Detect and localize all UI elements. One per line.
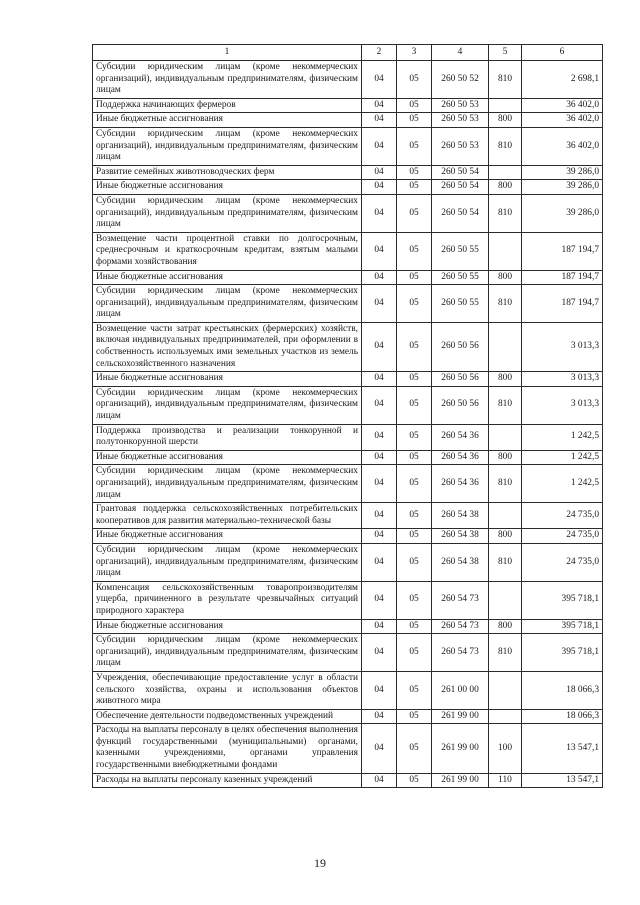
row-pr-cell: 05 <box>397 619 432 634</box>
table-row <box>93 98 603 113</box>
row-sum-cell: 2 698,1 <box>522 61 603 99</box>
row-name-cell: Субсидии юридическим лицам (кроме некоммерческих организаций), индивидуальным предпринимателям, физическим лицам <box>93 543 362 581</box>
row-vr-cell: 800 <box>489 270 522 285</box>
row-sum-cell: 36 402,0 <box>522 127 603 165</box>
row-csr-cell: 260 54 73 <box>432 619 489 634</box>
row-rz-cell: 04 <box>362 543 397 581</box>
row-sum-cell: 13 547,1 <box>522 724 603 773</box>
row-rz-cell: 04 <box>362 671 397 709</box>
row-vr-cell: 810 <box>489 127 522 165</box>
table-row <box>93 724 603 773</box>
row-csr-cell: 260 50 55 <box>432 232 489 270</box>
row-pr-cell: 05 <box>397 465 432 503</box>
row-name-cell: Иные бюджетные ассигнования <box>93 372 362 387</box>
header-cell-sum: 6 <box>522 45 603 61</box>
row-vr-cell: 100 <box>489 724 522 773</box>
table-row <box>93 372 603 387</box>
row-rz-cell: 04 <box>362 503 397 529</box>
row-name-cell: Возмещение части затрат крестьянских (фермерских) хозяйств, включая индивидуальных предпринимателей, при оформлении в собственность используемых ими земельных участков из земель сельскохозяйственного назначения <box>93 322 362 371</box>
table-body <box>93 45 603 788</box>
table-row <box>93 709 603 724</box>
row-name-cell: Расходы на выплаты персоналу казенных учреждений <box>93 773 362 788</box>
row-sum-cell: 187 194,7 <box>522 232 603 270</box>
row-csr-cell: 261 99 00 <box>432 773 489 788</box>
table-row <box>93 581 603 619</box>
row-csr-cell: 260 50 53 <box>432 113 489 128</box>
row-rz-cell: 04 <box>362 709 397 724</box>
row-pr-cell: 05 <box>397 372 432 387</box>
row-csr-cell: 261 99 00 <box>432 709 489 724</box>
document-page <box>92 44 602 788</box>
table-row <box>93 773 603 788</box>
row-name-cell: Грантовая поддержка сельскохозяйственных потребительских кооперативов для развития материально-технической базы <box>93 503 362 529</box>
row-sum-cell: 24 735,0 <box>522 503 603 529</box>
row-csr-cell: 260 54 38 <box>432 503 489 529</box>
row-rz-cell: 04 <box>362 322 397 371</box>
row-rz-cell: 04 <box>362 386 397 424</box>
row-vr-cell: 810 <box>489 194 522 232</box>
row-rz-cell: 04 <box>362 372 397 387</box>
row-rz-cell: 04 <box>362 581 397 619</box>
row-csr-cell: 260 50 56 <box>432 322 489 371</box>
row-sum-cell: 187 194,7 <box>522 270 603 285</box>
row-sum-cell: 1 242,5 <box>522 465 603 503</box>
row-pr-cell: 05 <box>397 581 432 619</box>
row-pr-cell: 05 <box>397 270 432 285</box>
row-rz-cell: 04 <box>362 634 397 672</box>
row-vr-cell: 800 <box>489 372 522 387</box>
table-row <box>93 113 603 128</box>
table-row <box>93 543 603 581</box>
row-vr-cell <box>489 165 522 180</box>
row-name-cell: Иные бюджетные ассигнования <box>93 180 362 195</box>
row-sum-cell: 13 547,1 <box>522 773 603 788</box>
row-vr-cell: 800 <box>489 180 522 195</box>
table-row <box>93 194 603 232</box>
row-pr-cell: 05 <box>397 634 432 672</box>
row-vr-cell: 810 <box>489 634 522 672</box>
table-row <box>93 322 603 371</box>
row-name-cell: Субсидии юридическим лицам (кроме некоммерческих организаций), индивидуальным предпринимателям, физическим лицам <box>93 127 362 165</box>
row-rz-cell: 04 <box>362 232 397 270</box>
row-pr-cell: 05 <box>397 543 432 581</box>
row-vr-cell <box>489 709 522 724</box>
header-cell-csr: 4 <box>432 45 489 61</box>
row-pr-cell: 05 <box>397 61 432 99</box>
row-sum-cell: 24 735,0 <box>522 529 603 544</box>
row-csr-cell: 260 50 54 <box>432 180 489 195</box>
table-row <box>93 270 603 285</box>
row-csr-cell: 260 50 55 <box>432 270 489 285</box>
row-pr-cell: 05 <box>397 98 432 113</box>
row-vr-cell: 800 <box>489 619 522 634</box>
row-rz-cell: 04 <box>362 465 397 503</box>
row-csr-cell: 261 00 00 <box>432 671 489 709</box>
row-rz-cell: 04 <box>362 529 397 544</box>
row-name-cell: Субсидии юридическим лицам (кроме некоммерческих организаций), индивидуальным предпринимателям, физическим лицам <box>93 285 362 323</box>
row-sum-cell: 1 242,5 <box>522 450 603 465</box>
row-name-cell: Субсидии юридическим лицам (кроме некоммерческих организаций), индивидуальным предпринимателям, физическим лицам <box>93 386 362 424</box>
row-name-cell: Поддержка производства и реализации тонкорунной и полутонкорунной шерсти <box>93 424 362 450</box>
row-pr-cell: 05 <box>397 503 432 529</box>
row-name-cell: Субсидии юридическим лицам (кроме некоммерческих организаций), индивидуальным предпринимателям, физическим лицам <box>93 634 362 672</box>
row-name-cell: Иные бюджетные ассигнования <box>93 450 362 465</box>
row-csr-cell: 260 54 36 <box>432 465 489 503</box>
row-rz-cell: 04 <box>362 773 397 788</box>
row-pr-cell: 05 <box>397 165 432 180</box>
table-row <box>93 503 603 529</box>
row-vr-cell: 810 <box>489 285 522 323</box>
table-row <box>93 127 603 165</box>
row-csr-cell: 260 50 53 <box>432 98 489 113</box>
row-csr-cell: 261 99 00 <box>432 724 489 773</box>
row-vr-cell: 810 <box>489 543 522 581</box>
table-row <box>93 671 603 709</box>
row-pr-cell: 05 <box>397 285 432 323</box>
header-cell-vr: 5 <box>489 45 522 61</box>
header-row <box>93 45 603 61</box>
row-pr-cell: 05 <box>397 113 432 128</box>
row-rz-cell: 04 <box>362 424 397 450</box>
table-row <box>93 465 603 503</box>
row-pr-cell: 05 <box>397 773 432 788</box>
table-row <box>93 424 603 450</box>
row-name-cell: Компенсация сельскохозяйственным товаропроизводителям ущерба, причиненного в результате чрезвычайных ситуаций природного характера <box>93 581 362 619</box>
row-csr-cell: 260 54 38 <box>432 529 489 544</box>
table-row <box>93 529 603 544</box>
row-vr-cell <box>489 671 522 709</box>
row-sum-cell: 395 718,1 <box>522 634 603 672</box>
row-rz-cell: 04 <box>362 450 397 465</box>
table-row <box>93 634 603 672</box>
row-name-cell: Возмещение части процентной ставки по долгосрочным, среднесрочным и краткосрочным кредитам, взятым малыми формами хозяйствования <box>93 232 362 270</box>
row-csr-cell: 260 54 38 <box>432 543 489 581</box>
row-name-cell: Иные бюджетные ассигнования <box>93 619 362 634</box>
table-row <box>93 386 603 424</box>
row-sum-cell: 1 242,5 <box>522 424 603 450</box>
row-vr-cell: 810 <box>489 465 522 503</box>
row-name-cell: Иные бюджетные ассигнования <box>93 270 362 285</box>
row-pr-cell: 05 <box>397 232 432 270</box>
row-vr-cell <box>489 98 522 113</box>
row-name-cell: Иные бюджетные ассигнования <box>93 113 362 128</box>
row-name-cell: Обеспечение деятельности подведомственных учреждений <box>93 709 362 724</box>
row-vr-cell <box>489 322 522 371</box>
row-vr-cell: 800 <box>489 450 522 465</box>
row-pr-cell: 05 <box>397 386 432 424</box>
row-pr-cell: 05 <box>397 424 432 450</box>
row-rz-cell: 04 <box>362 724 397 773</box>
row-csr-cell: 260 54 73 <box>432 634 489 672</box>
row-csr-cell: 260 54 36 <box>432 424 489 450</box>
row-pr-cell: 05 <box>397 709 432 724</box>
row-vr-cell: 800 <box>489 529 522 544</box>
row-vr-cell: 800 <box>489 113 522 128</box>
row-pr-cell: 05 <box>397 671 432 709</box>
row-vr-cell <box>489 503 522 529</box>
row-rz-cell: 04 <box>362 61 397 99</box>
row-csr-cell: 260 50 56 <box>432 386 489 424</box>
table-row <box>93 61 603 99</box>
row-csr-cell: 260 50 53 <box>432 127 489 165</box>
row-pr-cell: 05 <box>397 127 432 165</box>
row-csr-cell: 260 50 56 <box>432 372 489 387</box>
row-name-cell: Субсидии юридическим лицам (кроме некоммерческих организаций), индивидуальным предпринимателям, физическим лицам <box>93 465 362 503</box>
row-rz-cell: 04 <box>362 619 397 634</box>
row-csr-cell: 260 54 36 <box>432 450 489 465</box>
row-vr-cell: 110 <box>489 773 522 788</box>
row-sum-cell: 36 402,0 <box>522 113 603 128</box>
row-sum-cell: 18 066,3 <box>522 671 603 709</box>
row-vr-cell <box>489 581 522 619</box>
row-csr-cell: 260 50 52 <box>432 61 489 99</box>
row-rz-cell: 04 <box>362 127 397 165</box>
row-pr-cell: 05 <box>397 450 432 465</box>
row-pr-cell: 05 <box>397 194 432 232</box>
row-sum-cell: 3 013,3 <box>522 386 603 424</box>
row-vr-cell: 810 <box>489 386 522 424</box>
row-csr-cell: 260 50 54 <box>432 194 489 232</box>
row-vr-cell <box>489 232 522 270</box>
row-name-cell: Расходы на выплаты персоналу в целях обеспечения выполнения функций государственными (муниципальными) органами, казенными учреждениями, органами управления государственными внебюджетными фондами <box>93 724 362 773</box>
row-sum-cell: 36 402,0 <box>522 98 603 113</box>
row-sum-cell: 395 718,1 <box>522 581 603 619</box>
row-rz-cell: 04 <box>362 165 397 180</box>
row-rz-cell: 04 <box>362 270 397 285</box>
row-sum-cell: 395 718,1 <box>522 619 603 634</box>
table-row <box>93 165 603 180</box>
row-rz-cell: 04 <box>362 194 397 232</box>
header-cell-name: 1 <box>93 45 362 61</box>
budget-table <box>92 44 603 788</box>
row-pr-cell: 05 <box>397 529 432 544</box>
row-sum-cell: 18 066,3 <box>522 709 603 724</box>
row-vr-cell <box>489 424 522 450</box>
row-rz-cell: 04 <box>362 180 397 195</box>
row-name-cell: Поддержка начинающих фермеров <box>93 98 362 113</box>
row-sum-cell: 3 013,3 <box>522 372 603 387</box>
row-sum-cell: 187 194,7 <box>522 285 603 323</box>
row-sum-cell: 39 286,0 <box>522 180 603 195</box>
row-name-cell: Иные бюджетные ассигнования <box>93 529 362 544</box>
row-name-cell: Развитие семейных животноводческих ферм <box>93 165 362 180</box>
row-pr-cell: 05 <box>397 322 432 371</box>
row-name-cell: Субсидии юридическим лицам (кроме некоммерческих организаций), индивидуальным предпринимателям, физическим лицам <box>93 61 362 99</box>
row-pr-cell: 05 <box>397 724 432 773</box>
row-csr-cell: 260 50 55 <box>432 285 489 323</box>
table-row <box>93 232 603 270</box>
row-sum-cell: 24 735,0 <box>522 543 603 581</box>
table-row <box>93 619 603 634</box>
row-name-cell: Учреждения, обеспечивающие предоставление услуг в области сельского хозяйства, охраны и использования объектов животного мира <box>93 671 362 709</box>
row-sum-cell: 39 286,0 <box>522 165 603 180</box>
row-csr-cell: 260 50 54 <box>432 165 489 180</box>
table-row <box>93 180 603 195</box>
row-rz-cell: 04 <box>362 98 397 113</box>
row-sum-cell: 3 013,3 <box>522 322 603 371</box>
row-rz-cell: 04 <box>362 113 397 128</box>
row-sum-cell: 39 286,0 <box>522 194 603 232</box>
header-cell-rz: 2 <box>362 45 397 61</box>
row-name-cell: Субсидии юридическим лицам (кроме некоммерческих организаций), индивидуальным предпринимателям, физическим лицам <box>93 194 362 232</box>
table-row <box>93 450 603 465</box>
page-number: 19 <box>314 856 326 870</box>
row-pr-cell: 05 <box>397 180 432 195</box>
row-csr-cell: 260 54 73 <box>432 581 489 619</box>
row-rz-cell: 04 <box>362 285 397 323</box>
header-cell-pr: 3 <box>397 45 432 61</box>
table-row <box>93 285 603 323</box>
row-vr-cell: 810 <box>489 61 522 99</box>
